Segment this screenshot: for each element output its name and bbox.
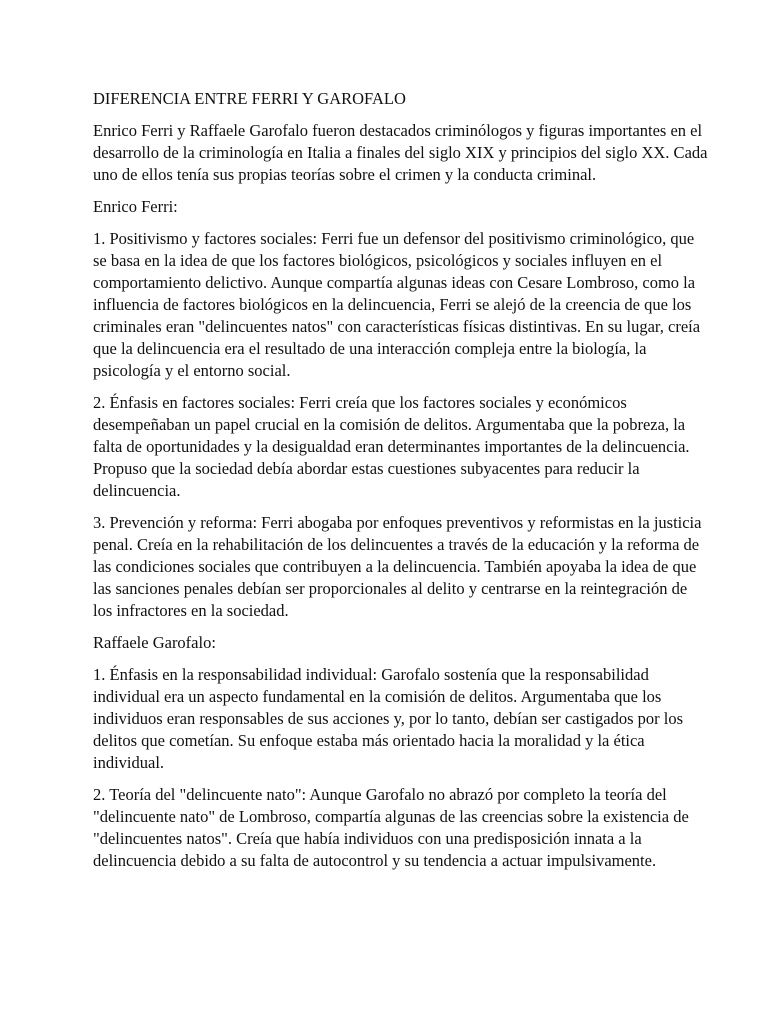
ferri-heading: Enrico Ferri: <box>93 197 178 216</box>
document-title: DIFERENCIA ENTRE FERRI Y GAROFALO <box>93 89 406 108</box>
intro-paragraph: Enrico Ferri y Raffaele Garofalo fueron destacados criminólogos y figuras importantes en el desarrollo de la criminología en Italia a finales del siglo XIX y principios del siglo XX. Cada uno de ellos tenía sus propias teorías sobre el crimen y la conducta criminal. <box>93 121 708 184</box>
garofalo-point-1: 1. Énfasis en la responsabilidad individual: Garofalo sostenía que la responsabilidad individual era un aspecto fundamental en la comisión de delitos. Argumentaba que los individuos eran responsables de sus acciones y, por lo tanto, debían ser castigados por los delitos que cometían. Su enfoque estaba más orientado hacia la moralidad y la ética individual. <box>93 665 684 772</box>
ferri-point-3: 3. Prevención y reforma: Ferri abogaba por enfoques preventivos y reformistas en la justicia penal. Creía en la rehabilitación de los delincuentes a través de la educación y la reforma de las condiciones sociales que contribuyen a la delincuencia. También apoyaba la idea de que las sanciones penales debían ser proporcionales al delito y centrarse en la reintegración de los infractores en la sociedad. <box>93 513 702 620</box>
garofalo-point-2: 2. Teoría del "delincuente nato": Aunque Garofalo no abrazó por completo la teoría del "delincuente nato" de Lombroso, compartía algunas de las creencias sobre la existencia de "delincuentes natos". Creía que había individuos con una predisposición innata a la delincuencia debido a su falta de autocontrol y su tendencia a actuar impulsivamente. <box>93 785 689 870</box>
garofalo-heading: Raffaele Garofalo: <box>93 633 216 652</box>
ferri-point-2: 2. Énfasis en factores sociales: Ferri creía que los factores sociales y económicos desempeñaban un papel crucial en la comisión de delitos. Argumentaba que la pobreza, la falta de oportunidades y la desigualdad eran determinantes importantes de la delincuencia. Propuso que la sociedad debía abordar estas cuestiones subyacentes para reducir la delincuencia. <box>93 393 690 500</box>
ferri-point-1: 1. Positivismo y factores sociales: Ferri fue un defensor del positivismo criminológico, que se basa en la idea de que los factores biológicos, psicológicos y sociales influyen en el comportamiento delictivo. Aunque compartía algunas ideas con Cesare Lombroso, como la influencia de factores biológicos en la delincuencia, Ferri se alejó de la creencia de que los criminales eran "delincuentes natos" con características físicas distintivas. En su lugar, creía que la delincuencia era el resultado de una interacción compleja entre la biología, la psicología y el entorno social. <box>93 229 701 380</box>
